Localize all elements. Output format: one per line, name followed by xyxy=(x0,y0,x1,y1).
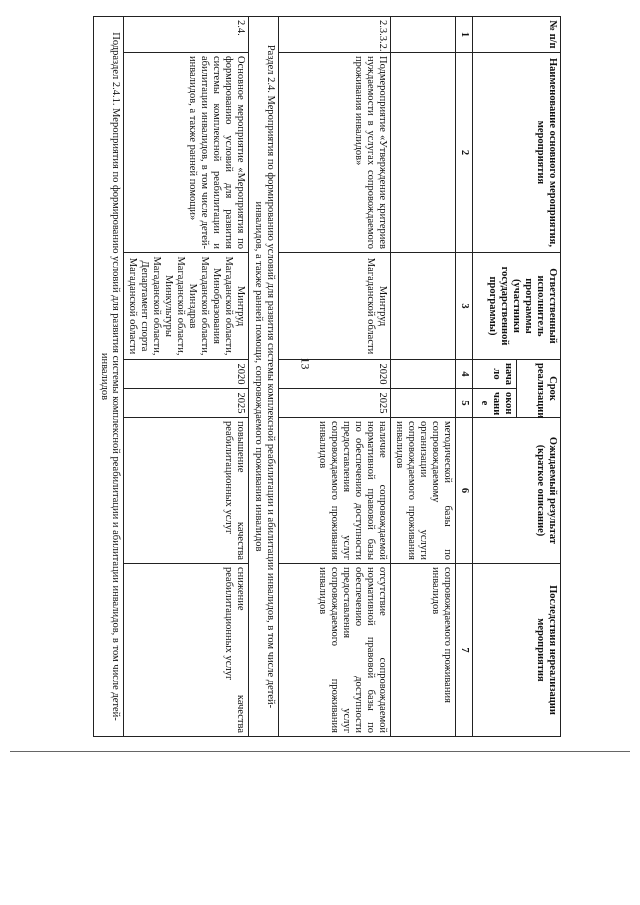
continuation-result: методической базы по сопровождаемому организации услуги сопровождаемого проживания инвалидов xyxy=(391,418,456,564)
measures-table xyxy=(94,16,562,737)
header-num: № п/п xyxy=(473,17,561,53)
row-executor: Минтруд Магаданской области xyxy=(279,253,391,360)
numbering-row xyxy=(456,17,473,737)
row-consequence: снижение качества реабилитационных услуг xyxy=(124,564,249,737)
col-number: 2 xyxy=(456,53,473,253)
section-row-2-4 xyxy=(249,17,279,737)
row-num: 2.3.3.2. xyxy=(279,17,391,53)
col-number: 5 xyxy=(456,389,473,418)
row-end: 2025 xyxy=(279,389,391,418)
col-number: 3 xyxy=(456,253,473,360)
row-executor: Минтруд Магаданской области, Минобразования Магаданской области, Минздрав Магаданской области, Минкультуры Магаданской области, Департамент спорта Магаданской области xyxy=(124,253,249,360)
continuation-consequence: сопровождаемого проживания инвалидов xyxy=(391,564,456,737)
page-divider xyxy=(10,751,630,752)
row-start: 2020 xyxy=(279,360,391,389)
header-name: Наименование основного мероприятия, мероприятия xyxy=(473,53,561,253)
header-consequence: Последствия нереализации мероприятия xyxy=(473,564,561,737)
header-executor: Ответственный исполнитель программы (участники государственной программы) xyxy=(473,253,561,360)
row-name: Подмероприятие «Утверждение критериев нуждаемости в услугах сопровождаемого проживания инвалидов» xyxy=(279,53,391,253)
row-end: 2025 xyxy=(124,389,249,418)
rotated-table-container xyxy=(98,16,561,736)
row-start: 2020 xyxy=(124,360,249,389)
table-row-continuation xyxy=(391,17,456,737)
col-number: 4 xyxy=(456,360,473,389)
header-term-end: окон чани е xyxy=(473,389,517,418)
col-number: 7 xyxy=(456,564,473,737)
subsection-row-2-4-1 xyxy=(94,17,124,737)
subsection-heading: Подраздел 2.4.1. Мероприятия по формированию условий для развития системы комплексной реабилитации и абилитации инвалидов, в том числе детей-инвалидов xyxy=(94,17,124,737)
section-heading: Раздел 2.4. Мероприятия по формированию условий для развития системы комплексной реабилитации и абилитации инвалидов, в том числе детей-инвалидов, а также ранней помощи, сопровождаемого проживания инвалидов xyxy=(249,17,279,737)
col-number: 1 xyxy=(456,17,473,53)
row-num: 2.4. xyxy=(124,17,249,53)
header-row xyxy=(517,17,561,737)
page-number: 13 xyxy=(298,357,313,370)
table-row-2-4 xyxy=(124,17,249,737)
table-row-2-3-3-2 xyxy=(279,17,391,737)
header-term: Срок реализации xyxy=(517,360,561,418)
header-term-start: нача ло xyxy=(473,360,517,389)
row-result: наличие сопровождаемой нормативной правовой базы по обеспечению доступности предоставления услуг сопровождаемого проживания инвалидов xyxy=(279,418,391,564)
row-consequence: отсутствие сопровождаемой нормативной правовой базы по обеспечению доступности предоставления услуг сопровождаемого проживания инвалидов xyxy=(279,564,391,737)
row-result: повышение качества реабилитационных услуг xyxy=(124,418,249,564)
header-result: Ожидаемый результат (краткое описание) xyxy=(473,418,561,564)
row-name: Основное мероприятие «Мероприятия по формированию условий для развития системы комплексной реабилитации и абилитации инвалидов, в том числе детей-инвалидов, а также ранней помощи» xyxy=(124,53,249,253)
col-number: 6 xyxy=(456,418,473,564)
